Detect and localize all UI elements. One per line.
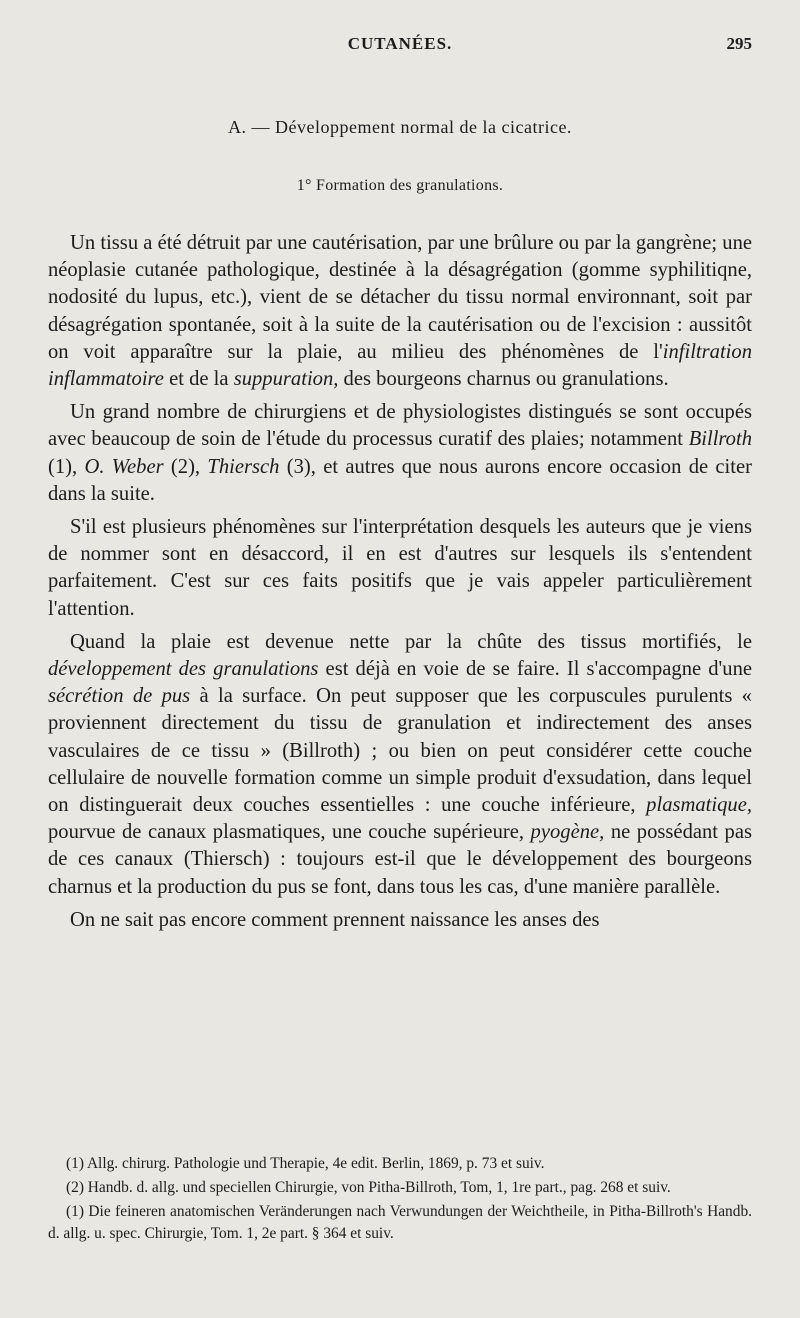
text-run: et de la	[163, 368, 234, 391]
italic-text: Billroth	[688, 428, 752, 451]
text-run: à la surface. On peut supposer que les corpuscules purulents « proviennent directement du tissu de granulation et indirectement des anses vasculaires de ce tissu » (Billroth) ; ou bien on peut considérer cette couche cellulaire de nouvelle formation comme un simple produit d'exsudation, dans lequel on distinguerait deux couches essentielles : une couche inférieure,	[48, 685, 752, 817]
italic-text: O. Weber	[84, 455, 164, 478]
footnote: (1) Die feineren anatomischen Veränderungen nach Verwundungen der Weichtheile, in Pitha-Billroth's Handb. d. allg. u. spec. Chirurgie, Tom. 1, 2e part. § 364 et suiv.	[48, 1203, 752, 1242]
text-run: ne possédant pas de ces canaux (Thiersch) : toujours est-il que le développement des bourgeons charnus et la production du pus se font, dans tous les cas, d'une manière parallèle.	[48, 821, 752, 898]
footnote: (2) Handb. d. allg. und speciellen Chirurgie, von Pitha-Billroth, Tom, 1, 1re part., pag. 268 et suiv.	[66, 1179, 671, 1196]
paragraph	[48, 907, 752, 934]
footnotes	[48, 1153, 752, 1245]
text-run: S'il est plusieurs phénomènes sur l'interprétation desquels les auteurs que je viens de nommer sont en désaccord, il en est d'autres sur lesquels ils s'entendent parfaitement. C'est sur ces faits positifs que je vais appeler particulièrement l'attention.	[48, 516, 752, 620]
text-run: (1),	[48, 455, 85, 478]
text-run: On ne sait pas encore comment prennent naissance les anses des	[70, 908, 600, 931]
paragraph	[48, 629, 752, 901]
paragraph	[48, 514, 752, 623]
footnote: (1) Allg. chirurg. Pathologie und Therapie, 4e edit. Berlin, 1869, p. 73 et suiv.	[66, 1155, 545, 1172]
body-text	[48, 230, 752, 934]
subsection-heading: 1° Formation des granulations.	[296, 177, 504, 194]
italic-text: sécrétion de pus	[48, 685, 191, 708]
paragraph	[48, 399, 752, 508]
text-run: Un tissu a été détruit par une cautérisation, par une brûlure ou par la gangrène; une néoplasie cutanée pathologique, destinée à la désagrégation (gomme syphilitiqne, nodosité du lupus, etc.), vient de se détacher du tissu normal environnant, soit par désagrégation spontanée, soit à la suite de la cautérisation ou de l'excision : aussitôt on voit apparaître sur la plaie, au milieu des phénomènes de l'	[48, 232, 752, 363]
text-run: est déjà en voie de se faire. Il s'accompagne d'une	[318, 658, 753, 681]
italic-text: plasmatique,	[646, 794, 752, 817]
running-title: CUTANÉES.	[347, 34, 453, 53]
text-run: Quand la plaie est devenue nette par la chûte des tissus mortifiés, le	[70, 630, 752, 653]
italic-text: infiltration inflammatoire	[48, 340, 752, 391]
page-number: 295	[726, 34, 752, 53]
italic-text: Thiersch	[207, 455, 280, 478]
italic-text: développement des granulations	[48, 658, 319, 681]
text-run: pourvue de canaux plasmatiques, une couche supérieure,	[48, 821, 531, 844]
text-run: (2),	[163, 455, 208, 478]
text-run: des bourgeons charnus ou granulations.	[338, 368, 669, 391]
text-run: Un grand nombre de chirurgiens et de physiologistes distingués se sont occupés avec beaucoup de soin de l'étude du processus curatif des plaies; notamment	[48, 401, 752, 451]
section-heading: A. — Développement normal de la cicatrice.	[228, 117, 572, 137]
running-head	[48, 34, 752, 58]
text-run: (3), et autres que nous aurons encore occasion de citer dans la suite.	[48, 455, 752, 505]
paragraph	[48, 230, 752, 393]
italic-text: pyogène,	[530, 821, 605, 844]
italic-text: suppuration,	[233, 368, 339, 391]
